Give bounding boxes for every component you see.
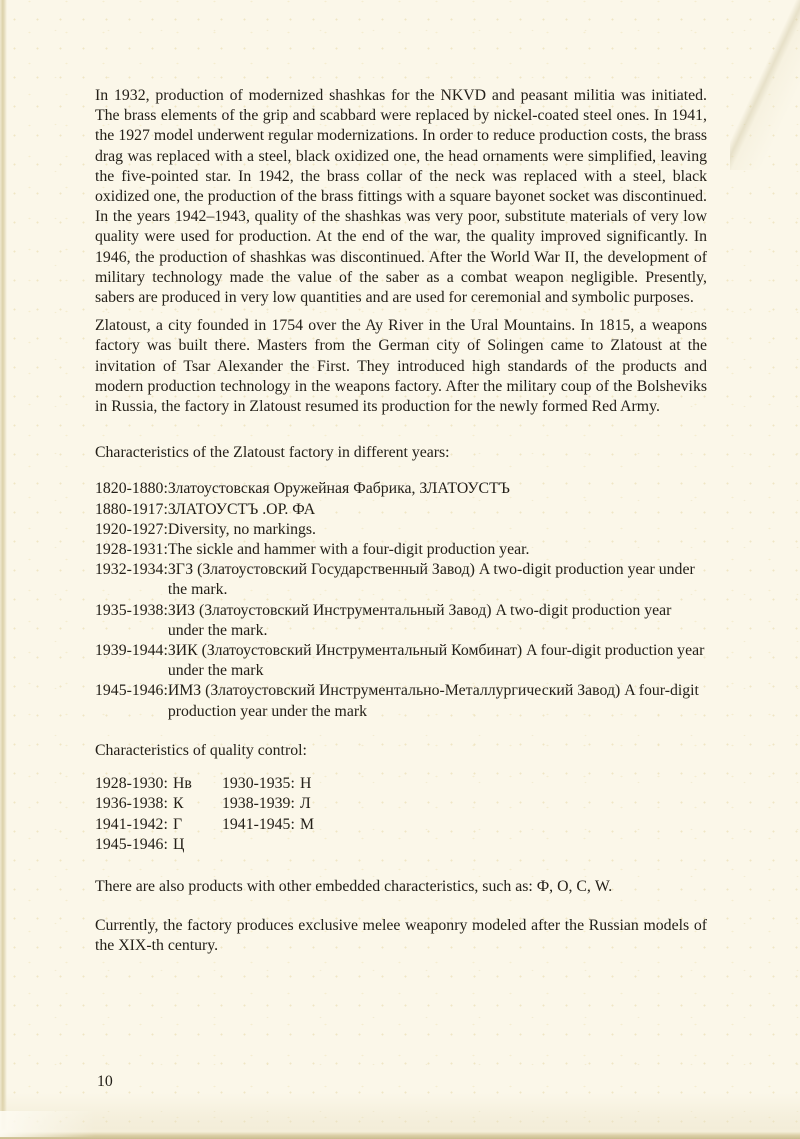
factory-marks-list [95, 479, 707, 721]
list-item [95, 601, 707, 641]
quality-mark: Нв [173, 775, 192, 793]
bottom-page-edge [0, 1093, 800, 1139]
list-item [95, 540, 707, 560]
quality-mark: Ц [173, 835, 185, 853]
corner-crease [730, 0, 800, 170]
bottom-left-corner-highlight [0, 1111, 95, 1137]
years-label: 1880-1917: [95, 500, 168, 518]
quality-mark: М [300, 815, 315, 833]
quality-mark: К [173, 795, 184, 813]
years-label: 1936-1938: [95, 795, 168, 813]
note-other-marks: There are also products with other embedded characteristics, such as: Ф, О, С, W. [95, 877, 613, 895]
years-label: 1930-1935: [222, 775, 295, 793]
list-item [95, 479, 707, 499]
quality-mark: Л [300, 795, 311, 813]
years-label: 1932-1934: [95, 561, 168, 579]
left-page-edge [0, 0, 7, 1139]
quality-row [95, 815, 222, 835]
list-item [95, 681, 707, 721]
list-item [95, 500, 707, 520]
mark-description: The sickle and hammer with a four-digit production year. [167, 541, 530, 559]
years-label: 1941-1942: [95, 815, 168, 833]
quality-row [95, 835, 222, 855]
list-item [95, 560, 707, 600]
quality-left-column [95, 774, 222, 855]
years-label: 1920-1927: [95, 520, 168, 538]
factory-marks-heading: Characteristics of the Zlatoust factory in different years: [95, 444, 450, 462]
quality-row [95, 794, 222, 814]
mark-description: ЗЛАТОУСТЪ .ОР. ФА [167, 500, 316, 518]
years-label: 1935-1938: [95, 601, 168, 619]
quality-right-column [222, 774, 314, 855]
page-content [95, 86, 707, 957]
mark-description: ЗИЗ (Златоустовский Инструментальный Завод) A two-digit production year under the mark. [167, 601, 672, 639]
paragraph-production-history: In 1932, production of modernized shashkas for the NKVD and peasant militia was initiated. The brass elements of the grip and scabbard were replaced by nickel-coated steel ones. In 1941, the 1927 model underwent regular modernizations. In order to reduce production costs, the brass drag was replaced with a steel, black oxidized one, the head ornaments were simplified, leaving the five-pointed star. In 1942, the brass collar of the neck was replaced with a steel, black oxidized one, the production of the brass fittings with a square bayonet socket was discontinued. In the years 1942–1943, quality of the shashkas was very poor, substitute materials of very low quality were used for production. At the end of the war, the quality improved significantly. In 1946, the production of shashkas was discontinued. After the World War II, the development of military technology made the value of the saber as a combat weapon negligible. Presently, sabers are produced in very low quantities and are used for ceremonial and symbolic purposes. [95, 87, 707, 307]
years-label: 1928-1930: [95, 775, 168, 793]
mark-description: Diversity, no markings. [167, 520, 316, 538]
quality-control-heading: Characteristics of quality control: [95, 741, 307, 759]
list-item [95, 641, 707, 681]
quality-row [222, 794, 314, 814]
years-label: 1941-1945: [222, 815, 295, 833]
page-number: 10 [97, 1073, 113, 1090]
years-label: 1820-1880: [95, 480, 168, 498]
quality-row [222, 774, 314, 794]
list-item [95, 520, 707, 540]
note-current-production: Currently, the factory produces exclusive melee weaponry modeled after the Russian models of the XIX-th century. [95, 917, 707, 955]
mark-description: ИМЗ (Златоустовский Инструментально-Металлургический Завод) A four-digit production year under the mark [167, 682, 699, 720]
quality-mark: Г [173, 815, 183, 833]
quality-row [95, 774, 222, 794]
years-label: 1939-1944: [95, 642, 168, 660]
quality-mark: Н [300, 775, 312, 793]
mark-description: Златоустовская Оружейная Фабрика, ЗЛАТОУСТЪ [167, 480, 510, 498]
years-label: 1945-1946: [95, 682, 168, 700]
quality-row [222, 815, 314, 835]
years-label: 1938-1939: [222, 795, 295, 813]
years-label: 1928-1931: [95, 541, 168, 559]
years-label: 1945-1946: [95, 835, 168, 853]
mark-description: ЗГЗ (Златоустовский Государственный Завод) A two-digit production year under the mark. [167, 561, 695, 599]
paragraph-zlatoust-history: Zlatoust, a city founded in 1754 over the Ay River in the Ural Mountains. In 1815, a weapons factory was built there. Masters from the German city of Solingen came to Zlatoust at the invitation of Tsar Alexander the First. They introduced high standards of the products and modern production technology in the weapons factory. After the military coup of the Bolsheviks in Russia, the factory in Zlatoust resumed its production for the newly formed Red Army. [95, 317, 707, 416]
quality-control-table [95, 774, 707, 855]
mark-description: ЗИК (Златоустовский Инструментальный Комбинат) A four-digit production year under the mark [167, 642, 705, 680]
